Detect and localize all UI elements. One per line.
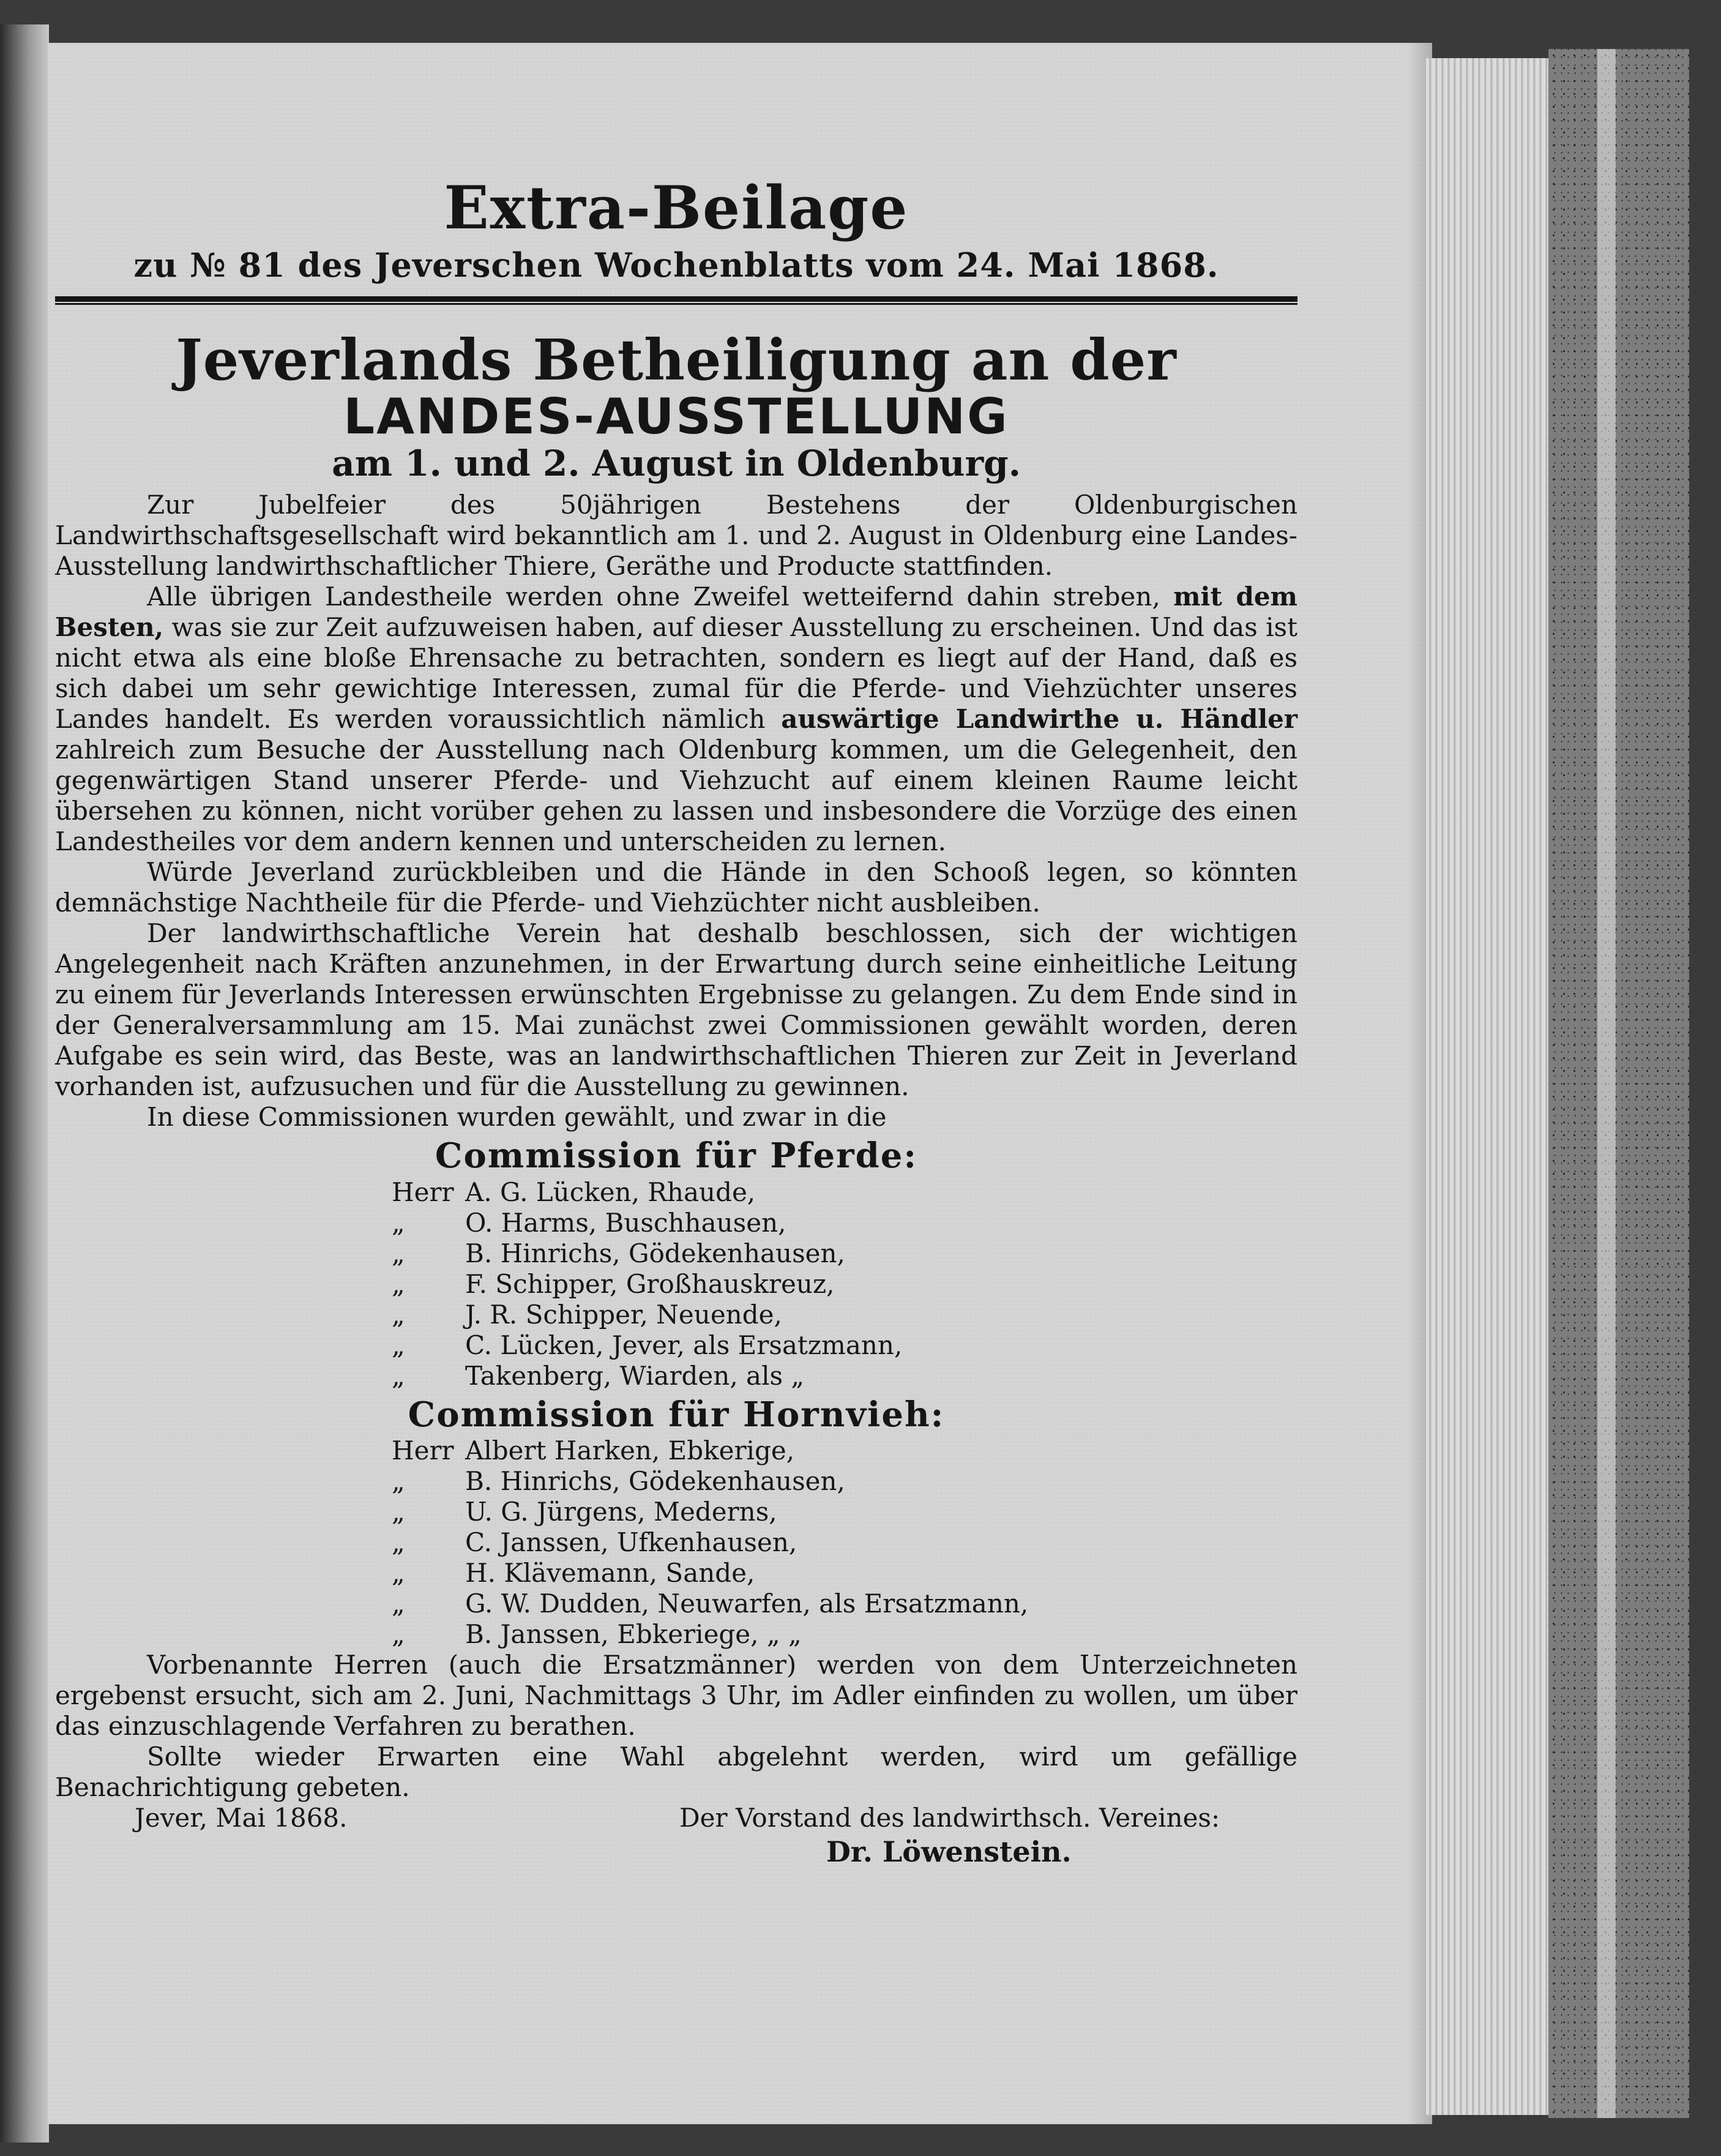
signature: Dr. Löwenstein.	[826, 1835, 1072, 1869]
list-item	[392, 1558, 1297, 1589]
member-prefix: „	[392, 1558, 405, 1589]
supplement-title: Extra-Beilage	[444, 173, 909, 242]
commission-horses-list	[392, 1177, 1297, 1391]
commission-cattle-heading: Commission für Hornvieh:	[408, 1394, 945, 1435]
list-item	[392, 1619, 1297, 1650]
book-cover-highlight	[1597, 49, 1616, 2118]
member-prefix: „	[392, 1497, 405, 1527]
paragraph-2-part-c: was sie zur Zeit aufzuweisen haben, auf dieser Ausstellung zu erscheinen. Und das ist nicht etwa als eine bloße Ehrensache zu betrachten, sondern es liegt auf der Hand, daß es sich dabei um sehr gewichtige Interessen, zumal für die Pferde- und Viehzüchter unseres Landes handelt. Es werden voraussichtlich nämlich	[55, 612, 1297, 735]
paragraph-2-part-e: zahlreich zum Besuche der Ausstellung nach Oldenburg kommen, um die Gelegenheit, den gegenwärtigen Stand unserer Pferde- und Viehzucht auf einem kleinen Raume leicht übersehen zu können, nicht vorüber gehen zu lassen und insbesondere die Vorzüge des einen Landestheiles vor dem andern kennen und unterscheiden zu lernen.	[55, 735, 1297, 857]
place-date: Jever, Mai 1868.	[135, 1803, 348, 1833]
closing-block	[55, 1803, 1297, 1882]
member-name: O. Harms, Buschhausen,	[465, 1207, 786, 1238]
list-item	[392, 1300, 1297, 1330]
paragraph-4: Der landwirthschaftliche Verein hat deshalb beschlossen, sich der wichtigen Angelegenheit nach Kräften anzunehmen, in der Erwartung durch seine einheitliche Leitung zu einem für Jeverlands Interessen erwünschten Ergebnisse zu gelangen. Zu dem Ende sind in der Generalversammlung am 15. Mai zunächst zwei Commissionen gewählt worden, deren Aufgabe es sein wird, das Beste, was an landwirthschaftlichen Thieren zur Zeit in Jeverland vorhanden ist, aufzusuchen und für die Ausstellung zu gewinnen.	[55, 918, 1297, 1102]
member-prefix: „	[392, 1299, 405, 1330]
member-prefix: „	[392, 1466, 405, 1497]
member-name: C. Janssen, Ufkenhausen,	[465, 1527, 797, 1558]
list-item	[392, 1330, 1297, 1361]
list-item	[392, 1208, 1297, 1238]
paragraph-3: Würde Jeverland zurückbleiben und die Hände in den Schooß legen, so könnten demnächstige Nachtheile für die Pferde- und Viehzüchter nicht ausbleiben.	[55, 857, 1297, 918]
member-prefix: „	[392, 1527, 405, 1558]
member-name: B. Hinrichs, Gödekenhausen,	[465, 1466, 845, 1497]
member-name: H. Klävemann, Sande,	[465, 1558, 755, 1589]
header-rule-thick	[55, 296, 1297, 302]
article	[55, 326, 1297, 1883]
member-name: G. W. Dudden, Neuwarfen, als Ersatzmann,	[465, 1589, 1029, 1619]
list-item	[392, 1497, 1297, 1527]
list-item	[392, 1466, 1297, 1497]
member-prefix: „	[392, 1207, 405, 1238]
board-line: Der Vorstand des landwirthsch. Vereines:	[679, 1803, 1220, 1833]
member-name: A. G. Lücken, Rhaude,	[465, 1177, 756, 1207]
member-name: U. G. Jürgens, Mederns,	[465, 1497, 777, 1527]
member-prefix: Herr	[392, 1435, 454, 1466]
member-prefix: „	[392, 1238, 405, 1268]
list-item	[392, 1238, 1297, 1269]
list-item	[392, 1269, 1297, 1300]
paragraph-5: In diese Commissionen wurden gewählt, und zwar in die	[147, 1102, 887, 1132]
header-rule-thin	[55, 303, 1297, 305]
member-name: B. Janssen, Ebkeriege, „ „	[465, 1619, 802, 1650]
paragraph-2-bold-a: mit dem Besten,	[55, 582, 1297, 643]
book-cover-marbled	[1548, 49, 1689, 2118]
member-prefix: „	[392, 1360, 405, 1391]
member-name: Albert Harken, Ebkerige,	[465, 1435, 795, 1466]
list-item	[392, 1361, 1297, 1391]
commission-cattle-list	[392, 1435, 1297, 1650]
list-item	[392, 1527, 1297, 1558]
member-prefix: „	[392, 1619, 405, 1650]
list-item	[392, 1435, 1297, 1466]
member-name: Takenberg, Wiarden, als „	[465, 1360, 805, 1391]
paragraph-2-part-a: Alle übrigen Landestheile werden ohne Zweifel wetteifernd dahin streben,	[147, 582, 1160, 612]
article-title-line-1: Jeverlands Betheiligung an der	[176, 326, 1177, 393]
article-title-line-2: LANDES-AUSSTELLUNG	[343, 387, 1009, 445]
paragraph-2	[55, 582, 1297, 857]
left-page-edge	[0, 24, 49, 2143]
page-content	[55, 173, 1297, 1882]
article-title-line-3: am 1. und 2. August in Oldenburg.	[332, 442, 1021, 484]
commission-horses-heading: Commission für Pferde:	[435, 1136, 918, 1177]
supplement-subtitle: zu № 81 des Jeverschen Wochenblatts vom 24. Mai 1868.	[133, 245, 1219, 285]
member-prefix: Herr	[392, 1177, 454, 1207]
member-prefix: „	[392, 1268, 405, 1299]
supplement-header	[55, 173, 1297, 305]
paragraph-7: Sollte wieder Erwarten eine Wahl abgelehnt werden, wird um gefällige Benachrichtigung gebeten.	[55, 1742, 1297, 1803]
list-item	[392, 1177, 1297, 1208]
member-prefix: „	[392, 1589, 405, 1619]
list-item	[392, 1589, 1297, 1619]
book-page-edges	[1426, 58, 1548, 2115]
member-name: B. Hinrichs, Gödekenhausen,	[465, 1238, 845, 1268]
member-name: F. Schipper, Großhauskreuz,	[465, 1268, 835, 1299]
member-name: C. Lücken, Jever, als Ersatzmann,	[465, 1330, 903, 1360]
member-name: J. R. Schipper, Neuende,	[465, 1299, 782, 1330]
paragraph-2-bold-b: auswärtige Landwirthe u. Händler	[781, 704, 1297, 735]
member-prefix: „	[392, 1330, 405, 1360]
paragraph-1: Zur Jubelfeier des 50jährigen Bestehens der Oldenburgischen Landwirthschaftsgesellschaft wird bekanntlich am 1. und 2. August in Oldenburg eine Landes-Ausstellung landwirthschaftlicher Thiere, Geräthe und Producte stattfinden.	[55, 490, 1297, 582]
paragraph-6: Vorbenannte Herren (auch die Ersatzmänner) werden von dem Unterzeichneten ergebenst ersucht, sich am 2. Juni, Nachmittags 3 Uhr, im Adler einfinden zu wollen, um über das einzuschlagende Verfahren zu berathen.	[55, 1650, 1297, 1742]
